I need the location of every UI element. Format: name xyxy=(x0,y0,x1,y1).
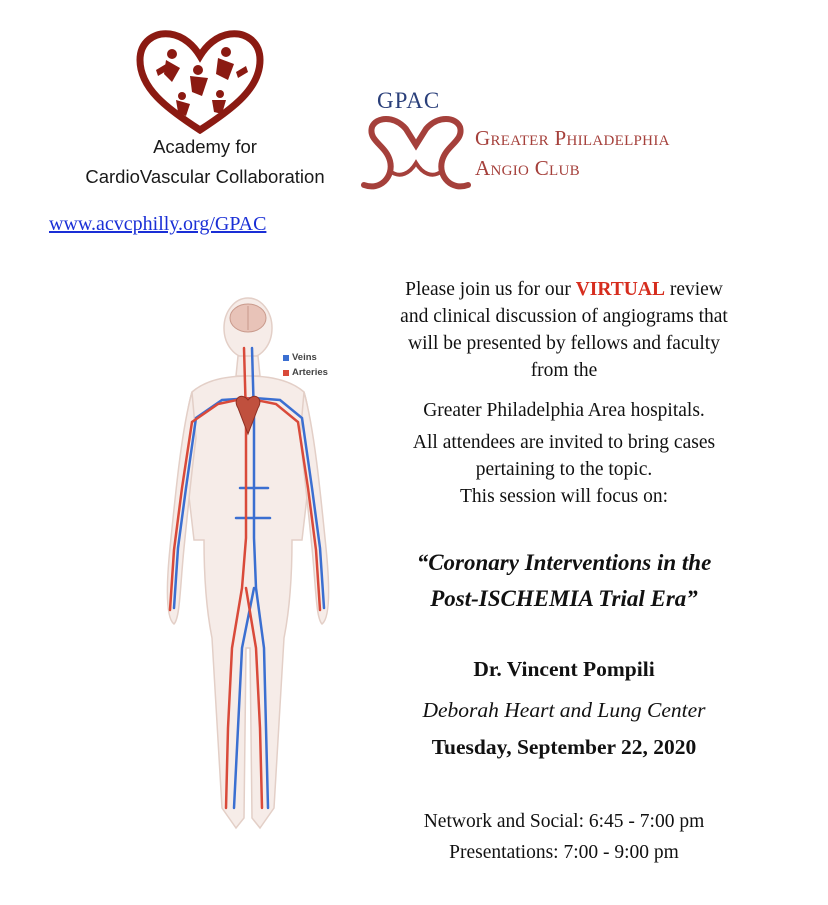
virtual-emphasis: VIRTUAL xyxy=(575,279,665,300)
invite-line-4: from the xyxy=(530,360,598,381)
invite-line-1 xyxy=(348,276,780,303)
legend-veins-label: Veins xyxy=(292,352,317,363)
invite-line-6: All attendees are invited to bring cases xyxy=(412,432,716,453)
schedule-presentations: Presentations: 7:00 - 9:00 pm xyxy=(449,842,679,863)
legend-arteries-label: Arteries xyxy=(292,367,328,378)
gpac-abbreviation: GPAC xyxy=(377,88,441,113)
ribbon-heart-icon xyxy=(360,115,472,197)
org-name-line2: CardioVascular Collaboration xyxy=(85,166,325,187)
heart-with-figures-icon xyxy=(136,30,264,134)
topic-line-2: Post-ISCHEMIA Trial Era” xyxy=(430,586,698,611)
invite-post: review xyxy=(664,279,723,300)
gpac-name-line1: Greater Philadelphia xyxy=(475,126,670,150)
arteries-swatch xyxy=(283,370,289,376)
focus-intro: This session will focus on: xyxy=(460,486,668,507)
invite-pre: Please join us for our xyxy=(405,279,576,300)
invite-line-2: and clinical discussion of angiograms that xyxy=(400,306,728,327)
speaker-name: Dr. Vincent Pompili xyxy=(473,657,655,681)
invite-line-7: pertaining to the topic. xyxy=(475,459,653,480)
legend-arteries xyxy=(283,367,328,378)
veins-swatch xyxy=(283,355,289,361)
gpac-name xyxy=(475,123,670,183)
speaker-affiliation: Deborah Heart and Lung Center xyxy=(422,698,706,722)
schedule-network: Network and Social: 6:45 - 7:00 pm xyxy=(423,811,705,832)
hospitals-line xyxy=(348,397,780,424)
organization-name xyxy=(60,132,350,192)
topic-line-1: “Coronary Interventions in the xyxy=(416,550,712,575)
event-schedule xyxy=(348,806,780,868)
website-link[interactable]: www.acvcphilly.org/GPAC xyxy=(49,213,267,235)
session-topic xyxy=(348,545,780,617)
cases-paragraph xyxy=(348,429,780,510)
gpac-name-line2: Angio Club xyxy=(475,156,580,180)
event-date: Tuesday, September 22, 2020 xyxy=(431,735,697,759)
legend-veins xyxy=(283,352,317,363)
invite-line-3: will be presented by fellows and faculty xyxy=(408,333,720,354)
invitation-paragraph xyxy=(348,276,780,384)
org-name-line1: Academy for xyxy=(153,136,257,157)
invite-line-5: Greater Philadelphia Area hospitals. xyxy=(423,400,705,421)
